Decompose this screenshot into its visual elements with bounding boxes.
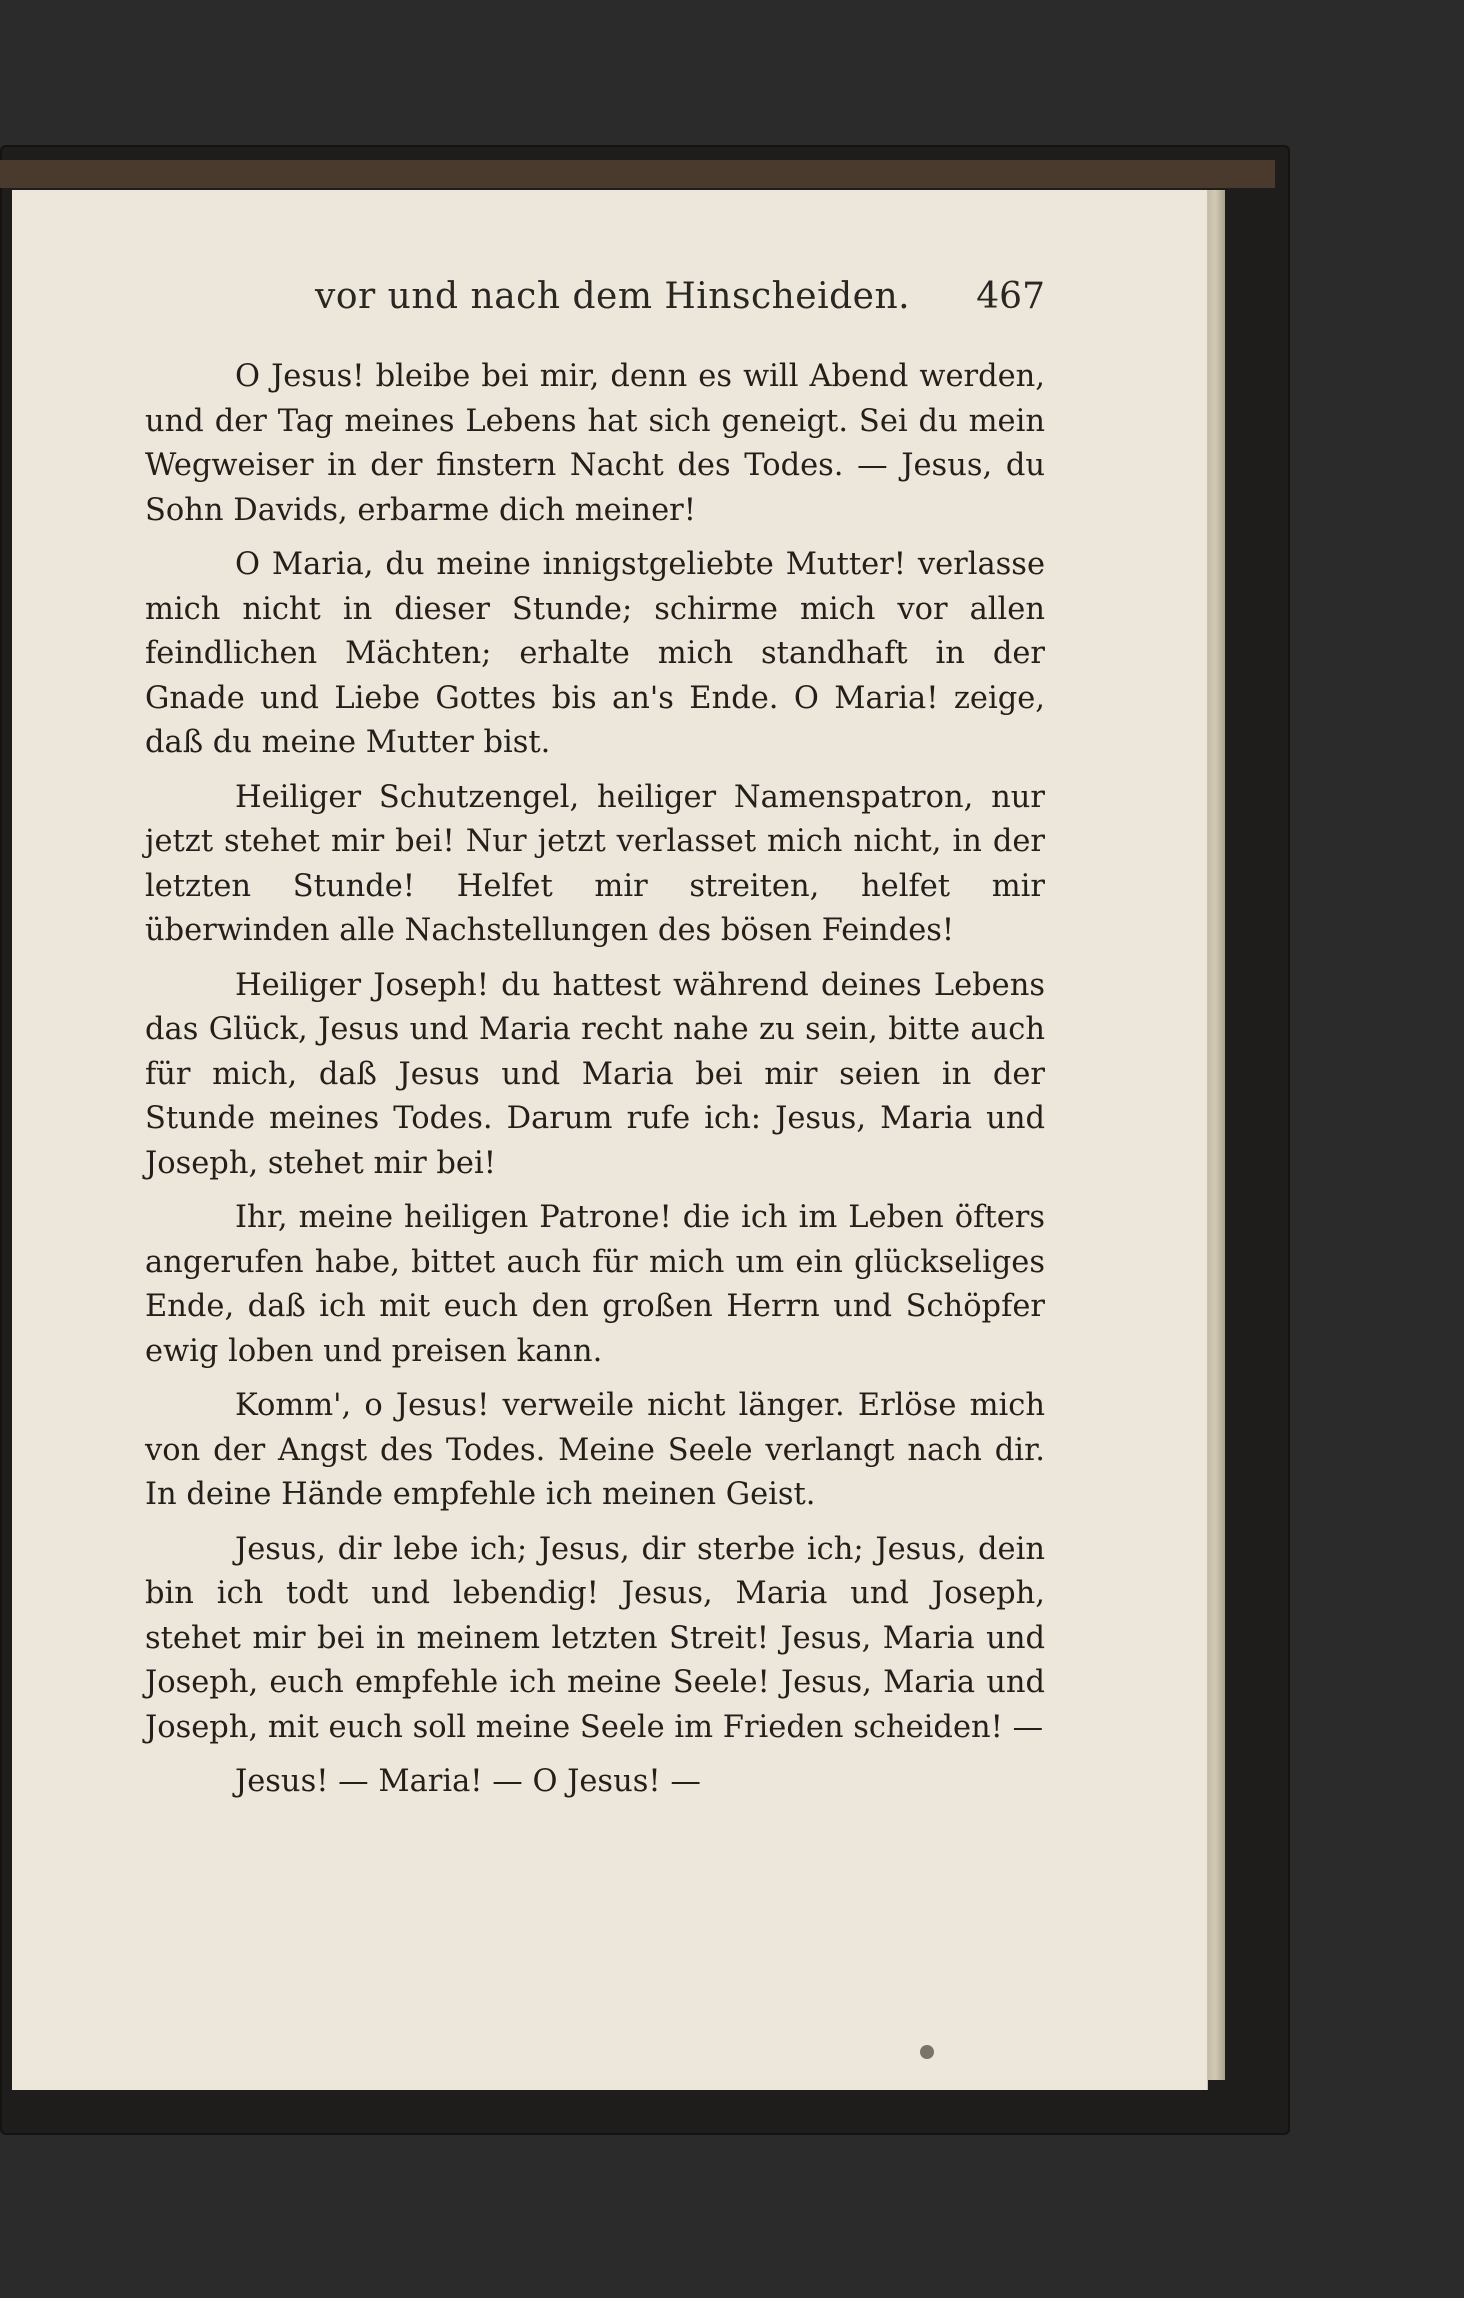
paragraph: Komm', o Jesus! verweile nicht länger. Erlöse mich von der Angst des Todes. Meine Seele verlangt nach dir. In deine Hände empfehle ich meinen Geist. [145,1388,1045,1512]
paragraph: Jesus, dir lebe ich; Jesus, dir sterbe ich; Jesus, dein bin ich todt und lebendig! Jesus, Maria und Joseph, stehet mir bei in meinem letzten Streit! Jesus, Maria und Joseph, euch empfehle ich meine Seele! Jesus, Maria und Joseph, mit euch soll meine Seele im Frieden scheiden! — [145,1531,1045,1745]
paragraph: O Jesus! bleibe bei mir, denn es will Abend werden, und der Tag meines Lebens hat sich geneigt. Sei du mein Wegweiser in der finstern Nacht des Todes. — Jesus, du Sohn Davids, erbarme dich meiner! [145,359,1045,528]
paragraph: Jesus! — Maria! — O Jesus! — [235,1764,701,1799]
paragraph: Heiliger Joseph! du hattest während deines Lebens das Glück, Jesus und Maria recht nahe zu sein, bitte auch für mich, daß Jesus und Maria bei mir seien in der Stunde meines Todes. Darum rufe ich: Jesus, Maria und Joseph, stehet mir bei! [145,967,1045,1181]
running-header [315,276,1045,326]
paragraph: Ihr, meine heiligen Patrone! die ich im Leben öfters angerufen habe, bittet auch für mich um ein glückseliges Ende, daß ich mit euch den großen Herrn und Schöpfer ewig loben und preisen kann. [145,1200,1045,1369]
page-blemish [920,2045,934,2059]
body-text [145,355,1045,1815]
running-title: vor und nach dem Hinscheiden. [315,276,911,317]
paragraph: Heiliger Schutzengel, heiliger Namenspatron, nur jetzt stehet mir bei! Nur jetzt verlasset mich nicht, in der letzten Stunde! Helfet mir streiten, helfet mir überwinden alle Nachstellungen des bösen Feindes! [145,779,1045,948]
cover-edge [0,160,1275,188]
page-number: 467 [976,276,1045,317]
paragraph: O Maria, du meine innigstgeliebte Mutter! verlasse mich nicht in dieser Stunde; schirme mich vor allen feindlichen Mächten; erhalte mich standhaft in der Gnade und Liebe Gottes bis an's Ende. O Maria! zeige, daß du meine Mutter bist. [145,547,1045,760]
